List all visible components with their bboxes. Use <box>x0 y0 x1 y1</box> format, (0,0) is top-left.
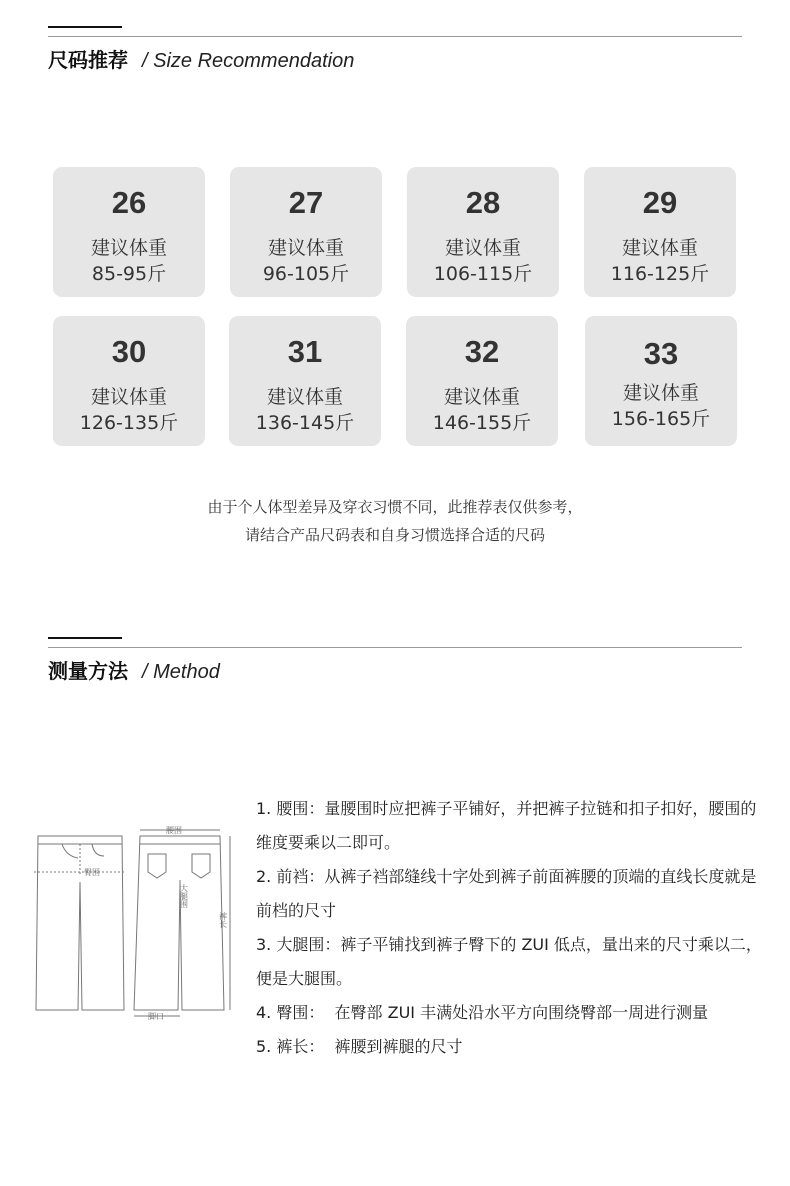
card-label: 建议体重 <box>621 237 698 259</box>
header-divider <box>48 647 742 648</box>
card-size: 33 <box>643 336 679 371</box>
card-label: 建议体重 <box>90 386 167 408</box>
method-item-length: 5. 裤长： 裤腰到裤腿的尺寸 <box>256 1037 463 1056</box>
size-section-title <box>48 44 354 73</box>
diagram-label-hip: 臀围 <box>84 868 100 877</box>
method-title-en: / Method <box>142 661 220 683</box>
method-item-front-rise: 2. 前裆：从裤子裆部缝线十字处到裤子前面裤腰的顶端的直线长度就是前档的尺寸 <box>256 867 757 920</box>
size-title-cn: 尺码推荐 <box>48 48 128 72</box>
size-card-31 <box>229 316 381 446</box>
card-size: 28 <box>465 185 501 220</box>
diagram-label-hem: 脚口 <box>148 1012 164 1021</box>
method-item-thigh: 3. 大腿围：裤子平铺找到裤子臀下的 ZUI 低点，量出来的尺寸乘以二，便是大腿围。 <box>256 935 762 988</box>
method-item-waist: 1. 腰围：量腰围时应把裤子平铺好，并把裤子拉链和扣子扣好，腰围的维度要乘以二即可。 <box>256 799 757 852</box>
diagram-label-length: 裤长 <box>218 912 228 928</box>
card-weight-range: 106-115斤 <box>433 263 533 285</box>
card-weight-range: 156-165斤 <box>611 408 711 430</box>
size-card-29 <box>584 167 736 297</box>
card-weight-range: 136-145斤 <box>255 412 355 434</box>
size-card-33 <box>585 316 737 446</box>
size-card-27 <box>230 167 382 297</box>
card-size: 29 <box>642 185 678 220</box>
card-size: 32 <box>464 334 500 369</box>
header-divider <box>48 36 742 37</box>
card-label: 建议体重 <box>443 386 520 408</box>
card-weight-range: 146-155斤 <box>432 412 532 434</box>
method-item-hip: 4. 臀围： 在臀部 ZUI 丰满处沿水平方向围绕臀部一周进行测量 <box>256 1003 709 1022</box>
card-weight-range: 96-105斤 <box>262 263 350 285</box>
card-weight-range: 126-135斤 <box>79 412 179 434</box>
card-label: 建议体重 <box>444 237 521 259</box>
diagram-label-thigh: 大腿围 <box>179 884 189 908</box>
size-card-28 <box>407 167 559 297</box>
card-label: 建议体重 <box>266 386 343 408</box>
size-note-line-2: 请结合产品尺码表和自身习惯选择合适的尺码 <box>244 526 545 544</box>
card-label: 建议体重 <box>622 382 699 404</box>
size-note-line-1: 由于个人体型差异及穿衣习惯不同，此推荐表仅供参考， <box>207 498 583 516</box>
method-instructions <box>256 792 766 1064</box>
method-section-title <box>48 655 220 684</box>
card-size: 31 <box>287 334 323 369</box>
card-size: 26 <box>111 185 147 220</box>
card-label: 建议体重 <box>267 237 344 259</box>
size-card-30 <box>53 316 205 446</box>
card-weight-range: 116-125斤 <box>610 263 710 285</box>
diagram-label-waist: 腰围 <box>166 826 182 835</box>
card-label: 建议体重 <box>90 237 167 259</box>
size-title-en: / Size Recommendation <box>142 50 355 72</box>
pants-measurement-diagram <box>30 822 240 1022</box>
pants-front-outline <box>36 836 124 1010</box>
card-size: 30 <box>111 334 147 369</box>
method-title-cn: 测量方法 <box>48 659 128 683</box>
size-card-32 <box>406 316 558 446</box>
size-card-26 <box>53 167 205 297</box>
header-accent-bar <box>48 26 122 28</box>
card-size: 27 <box>288 185 324 220</box>
header-accent-bar <box>48 637 122 639</box>
card-weight-range: 85-95斤 <box>91 263 167 285</box>
